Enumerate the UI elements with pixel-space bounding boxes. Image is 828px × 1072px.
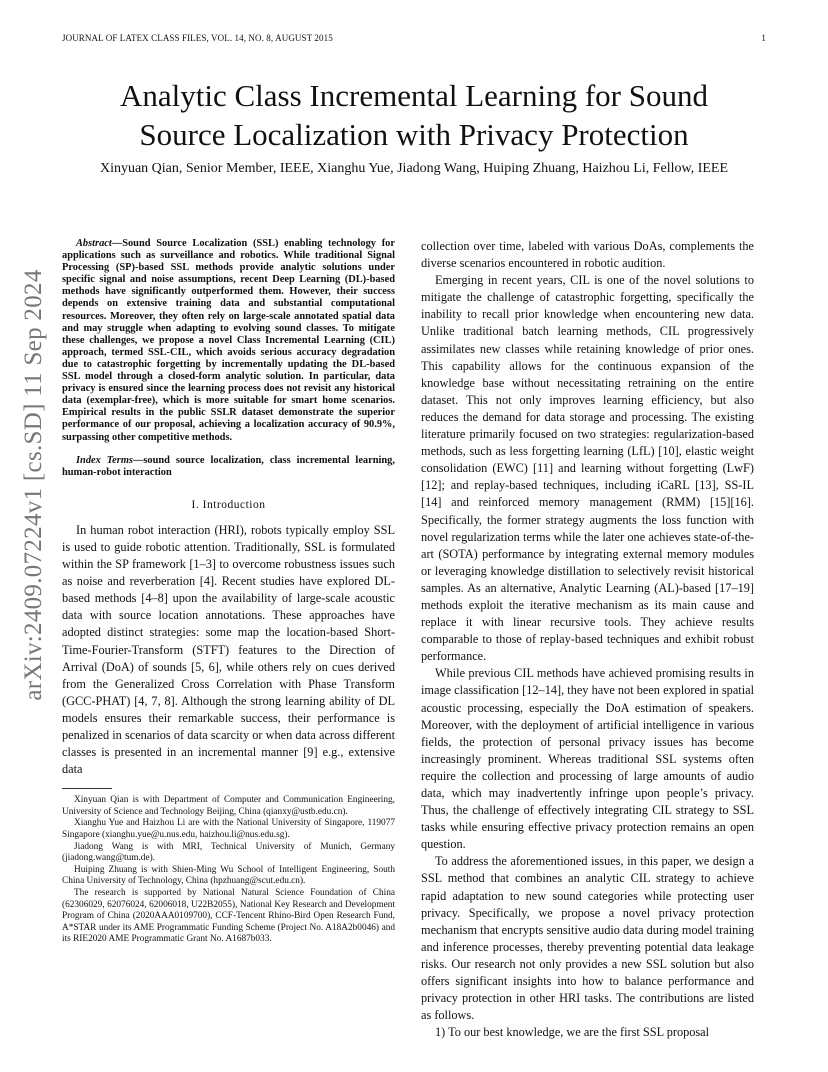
index-terms-label: Index Terms <box>76 454 133 466</box>
page-number: 1 <box>761 33 766 43</box>
footnote-affiliation-2: Xianghu Yue and Haizhou Li are with the National University of Singapore, 119077 Singapore (xianghu.yue@u.nus.edu, haizhou.li@nus.edu.sg). <box>62 818 395 841</box>
left-column <box>62 238 395 946</box>
abstract <box>62 238 395 444</box>
footnote-affiliation-4: Huiping Zhuang is with Shien-Ming Wu School of Intelligent Engineering, South China University of Technology, China (hpzhuang@scut.edu.cn). <box>62 864 395 887</box>
title-line-1: Analytic Class Incremental Learning for Sound <box>120 78 708 113</box>
contribution-item-1: 1) To our best knowledge, we are the first SSL proposal <box>435 1025 710 1040</box>
index-terms <box>62 455 395 479</box>
running-header <box>62 33 766 43</box>
intro-paragraph-1: In human robot interaction (HRI), robots typically employ SSL is used to guide robotic attention. Traditionally, SSL is formulated within the SP framework [1–3] to overcome robustness issues such as noise and reverberation [4]. Recent studies have explored DL-based methods [4–8] upon the availability of large-scale acoustic data with source location annotations. These approaches have adopted distinct strategies: some map the location-based Short-Time-Fourier-Transform (STFT) features to the Direction of Arrival (DoA) of sounds [5, 6], while others rely on cues derived from the Generalized Cross Correlation with Phase Transform (GCC-PHAT) [4, 7, 8]. Although the strong learning ability of DL models ensures their remarkable success, their performance is penalized in scenarios of data scarcity or when data across different classes is presented in an incremental manner [9] e.g., extensive data <box>62 522 395 777</box>
arxiv-identifier: arXiv:2409.07224v1 [cs.SD] 11 Sep 2024 <box>20 269 47 701</box>
section-heading: I. Introduction <box>191 498 266 511</box>
footnote-affiliation-1: Xinyuan Qian is with Department of Computer and Communication Engineering, University of Science and Technology Beijing, China (qianxy@ustb.edu.cn). <box>62 795 395 817</box>
footnote-funding: The research is supported by National Natural Science Foundation of China (62306029, 62076024, 62006018, U22B2055), National Key Research and Development Program of China (2020AAA0109700), CCF-Tencent Rhino-Bird Open Research Fund, A*STAR under its AME Programmatic Funding Scheme (Project No. A18A2b0046) and its RIE2020 AME Programmatic Grant No. A1687b033. <box>62 888 395 945</box>
title-line-2: Source Localization with Privacy Protection <box>139 117 689 152</box>
intro-paragraph-1-continued: collection over time, labeled with various DoAs, complements the diverse scenarios encountered in robotic audition. <box>421 239 754 271</box>
intro-paragraph-2: Emerging in recent years, CIL is one of the novel solutions to mitigate the challenge of catastrophic forgetting, specifically the inability to recall prior knowledge when encountering new data. Unlike traditional batch learning methods, CIL progressively assimilates new classes while retaining knowledge of prior ones. This capability allows for the continuous expansion of the knowledge base without necessitating retraining on the entire dataset. This not only improves learning efficiency, but also reduces the demand for data storage and processing. The existing literature primarily focused on two strategies: regularization-based methods, such as less forgetting learning (LfL) [10], elastic weight consolidation (EWC) [11] and learning without forgetting (LwF) [12]; and replay-based techniques, including iCaRL [13], SS-IL [14] and reinforced memory management (RMM) [15][16]. Specifically, the former strategy augments the loss function with novel regularization terms while the later one achieves state-of-the-art (SOTA) performance by integrating external memory modules or leveraging knowledge distillation to selectively revisit historical samples. As an alternative, Analytic Learning (AL)-based [17–19] methods exploit the iterative mechanism as its main cause and replace it with linear recursive tools. They achieve results comparable to those of replay-based techniques and exhibit robust performance. <box>421 273 754 664</box>
index-terms-text: —sound source localization, class incremental learning, human-robot interaction <box>62 454 395 478</box>
intro-paragraph-3: While previous CIL methods have achieved promising results in image classification [12–14], they have not been explored in spatial acoustic processing, especially the DoA estimation of speakers. Moreover, with the deployment of artificial intelligence in various fields, the protection of personal privacy issues has become increasingly prominent. Whereas traditional SSL systems often require the collection and processing of large amounts of audio data, which may inadvertently infringe upon people’s privacy. Thus, the challenge of effectively integrating CIL strategy to SSL tasks while ensuring effective privacy protection remains an open question. <box>421 666 754 852</box>
abstract-text: —Sound Source Localization (SSL) enabling technology for applications such as surveillance and robotics. While traditional Signal Processing (SP)-based SSL methods provide analytic solutions under specific signal and noise assumptions, recent Deep Learning (DL)-based methods have significantly outperformed them. However, their success depends on extensive training data and substantial computational resources. Moreover, they often rely on large-scale annotated spatial data and may struggle when adapting to evolving sound classes. To mitigate these challenges, we propose a novel Class Incremental Learning (CIL) approach, termed SSL-CIL, which avoids serious accuracy degradation due to catastrophic forgetting by incrementally updating the DL-based SSL model through a closed-form analytic solution. In particular, data privacy is ensured since the learning process does not revisit any historical data (exemplar-free), which is more suitable for smart home scenarios. Empirical results in the public SSLR dataset demonstrate the superior performance of our proposal, achieving a localization accuracy of 90.9%, surpassing other competitive methods. <box>62 238 395 443</box>
paper-title <box>62 76 766 154</box>
right-column <box>421 238 754 1041</box>
author-list: Xinyuan Qian, Senior Member, IEEE, Xianghu Yue, Jiadong Wang, Huiping Zhuang, Haizhou Li, Fellow, IEEE <box>99 161 729 176</box>
arxiv-stamp <box>14 269 54 701</box>
abstract-label: Abstract <box>76 238 112 249</box>
journal-name: JOURNAL OF LATEX CLASS FILES, VOL. 14, NO. 8, AUGUST 2015 <box>62 33 333 43</box>
footnote-rule <box>62 788 112 789</box>
footnote-affiliation-3: Jiadong Wang is with MRI, Technical University of Munich, Germany (jiadong.wang@tum.de). <box>62 841 395 864</box>
intro-paragraph-4: To address the aforementioned issues, in this paper, we design a SSL method that combines an analytic CIL strategy to achieve rapid adaptation to new sound categories while protecting user privacy. Specifically, we propose a novel privacy protection mechanism that encrypts sensitive audio data during model training and inference processes, thereby preventing potential data leakage risks. Our research not only provides a new SSL solution but also offers significant insights into how to balance performance and privacy protection in other HRI tasks. The contributions are listed as follows. <box>421 854 754 1023</box>
